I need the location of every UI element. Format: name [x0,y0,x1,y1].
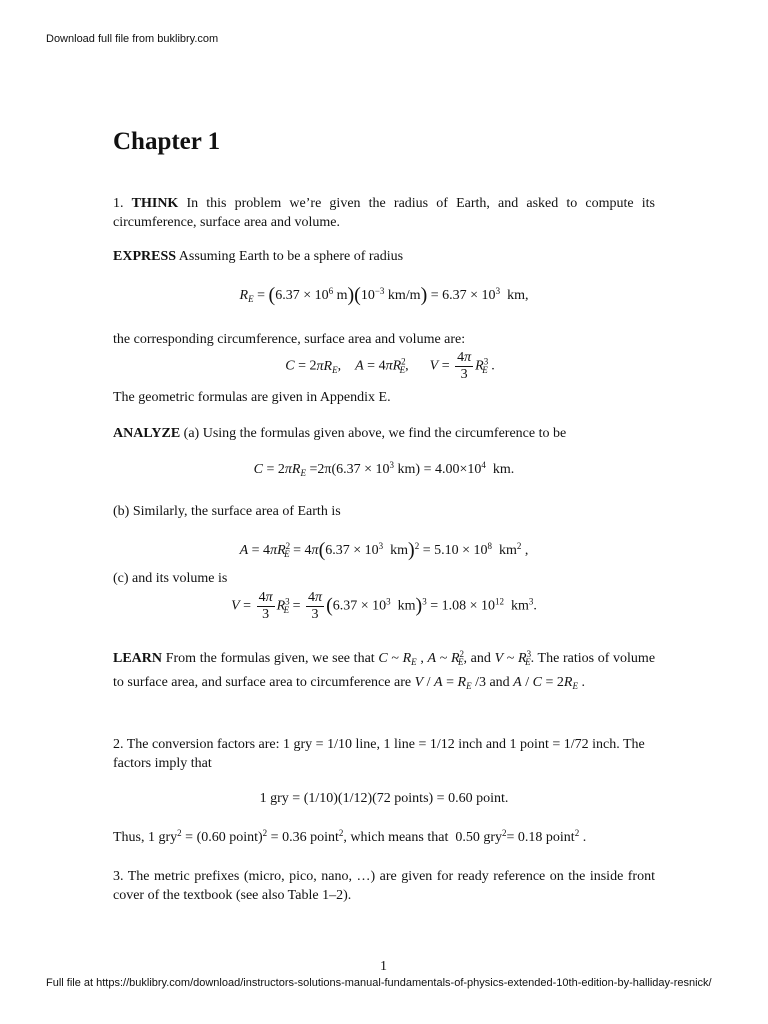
express-text: Assuming Earth to be a sphere of radius [178,249,404,264]
equation-volume: V = $\frac{4\pi}{3}$ $R^3_E$ = $\frac{4\pi}{3}$ ($6.37 \times 10^3$ $km)^3 = 1.08 \times 10^{12}$ $km^3$. [231,590,537,622]
express-label: EXPRESS [113,249,177,264]
learn-paragraph: LEARN From the formulas given, we see that C ~ $R_E$ , A ~ $R^2_E$, and V ~ $R^3_E$. The ratios of volume to surface area, and surface area to circumference are $V / A = R_E$ /3 and $A / C = 2R_E$ . [113,649,656,691]
chapter-title: Chapter 1 [113,128,221,155]
problem-3-paragraph: 3. The metric prefixes (micro, pico, nano, …) are given for ready reference on the inside front cover of the textbook (see also Table 1–2). [113,869,655,903]
problem-2-paragraph: 2. The conversion factors are: 1 gry = 1/10 line, 1 line = 1/12 inch and 1 point = 1/72 inch. The factors imply that [113,737,645,771]
learn-label: LEARN [113,651,163,666]
problem-2-thus: Thus, 1 gry$^2$ = (0.60 point)$^2$ = 0.36 point$^2$, which means that 0.50 gry$^2$= 0.18 point$^2$ . [113,828,587,845]
geometric-formulas-text: The geometric formulas are given in Appendix E. [113,390,391,405]
equation-circumference: $C = 2\pi R_E =2\pi(6.37 \times 10^3$ $km) = 4.00\times 10^4$ km. [253,460,515,478]
think-label: THINK [131,196,179,211]
footer-link[interactable]: Full file at https://buklibry.com/download/instructors-solutions-manual-fundamentals-of-physics-extended-10th-edition-by-halliday-resnick/ [46,977,712,989]
express-paragraph [113,247,403,266]
problem-1-think: 1. THINK In this problem we’re given the radius of Earth, and asked to compute its circumference, surface area and volume. [113,196,655,230]
analyze-text-b: (b) Similarly, the surface area of Earth is [113,504,341,519]
equation-gry: 1 gry = (1/10)(1/12)(72 points) = 0.60 point. [259,791,509,806]
analyze-text-c: (c) and its volume is [113,571,228,586]
equation-formulas: $C = 2\pi R_E$, $A = 4\pi R^2_E$, V = $\frac{4\pi}{3}$ $R^3_E$ . [285,350,495,382]
think-text: In this problem we’re given the radius of Earth, and asked to compute its circumference, surface area and volume. [113,196,655,230]
corresponding-text: the corresponding circumference, surface area and volume are: [113,332,466,347]
analyze-paragraph [113,424,566,443]
equation-area: $A = 4\pi R^2_E = 4\pi(6.37 \times 10^3$ $km)^2 = 5.10 \times 10^8$ $km^2$ , [239,539,529,561]
analyze-text-a: (a) Using the formulas given above, we find the circumference to be [183,426,567,441]
page-number: 1 [380,959,387,974]
analyze-label: ANALYZE [113,426,181,441]
download-header[interactable]: Download full file from buklibry.com [46,33,219,45]
equation-radius: $R_E = (6.37 \times 10^6$ $m)(10^{-3}$ $km/m) = 6.37 \times 10^3$ km, [239,284,529,306]
